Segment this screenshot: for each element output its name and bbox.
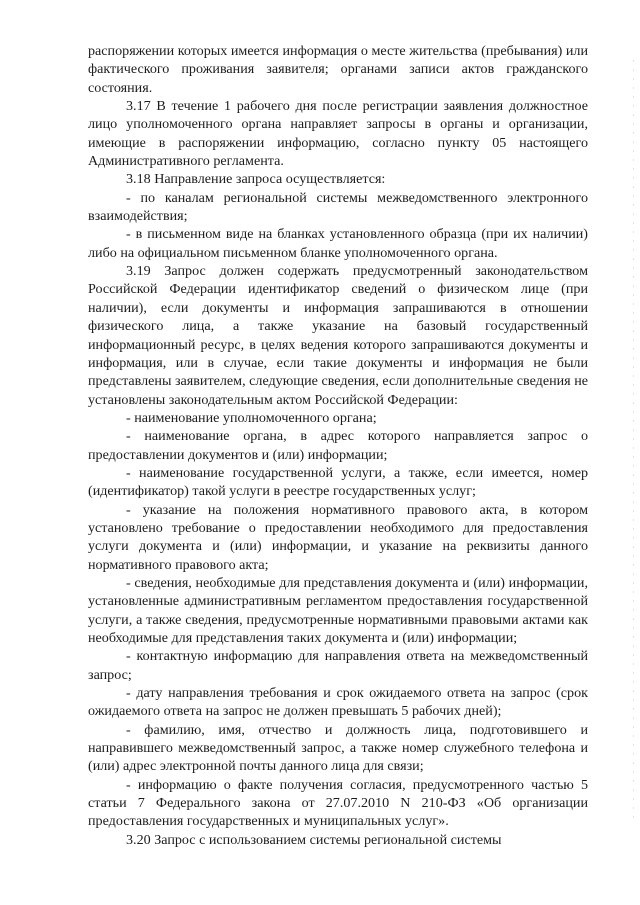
list-item: - дату направления требования и срок ожидаемого ответа на запрос (срок ожидаемого ответа на запрос не должен превышать 5 рабочих дней);: [88, 685, 588, 720]
list-item: - наименование уполномоченного органа;: [126, 409, 377, 426]
paragraph-continuation: распоряжении которых имеется информация о месте жительства (пребывания) или фактического проживания заявителя; органами записи актов гражданского состояния.: [88, 43, 588, 96]
paragraph-3-18: 3.18 Направление запроса осуществляется:: [126, 171, 386, 188]
paragraph-3-17: 3.17 В течение 1 рабочего дня после регистрации заявления должностное лицо уполномоченного органа направляет запросы в органы и организации, имеющие в распоряжении информацию, согласно пункту 05 настоящего Административного регламента.: [88, 98, 588, 170]
paragraph-3-20: 3.20 Запрос с использованием системы региональной системы: [126, 831, 502, 848]
list-item: - фамилию, имя, отчество и должность лица, подготовившего и направившего межведомственный запрос, а также номер служебного телефона и (или) адрес электронной почты данного лица для связи;: [88, 721, 588, 775]
scan-edge-artifact: [633, 60, 634, 820]
paragraph-3-19: 3.19 Запрос должен содержать предусмотренный законодательством Российской Федерации идентификатор сведений о физическом лице (при наличии), если документы и информация запрашиваются в отношении физического лица, а также указание на базовый государственный информационный ресурс, в целях ведения которого запрашиваются документы и информация, или в случае, если такие документы и информация не были представлены заявителем, следующие сведения, если дополнительные сведения не установлены законодательным актом Российской Федерации:: [88, 263, 588, 408]
list-item: - наименование органа, в адрес которого направляется запрос о предоставлении документов и (или) информации;: [88, 428, 588, 463]
list-item: - сведения, необходимые для представления документа и (или) информации, установленные административным регламентом предоставления государственной услуги, а также сведения, предусмотренные нормативными правовыми актами как необходимые для представления таких документа и (или) информации;: [88, 574, 588, 646]
list-item: - контактную информацию для направления ответа на межведомственный запрос;: [88, 648, 588, 683]
list-item: - указание на положения нормативного правового акта, в котором установлено требование о предоставлении необходимого для предоставления услуги документа и (или) информации, и указание на реквизиты данного нормативного правового акта;: [88, 501, 588, 573]
list-item: - в письменном виде на бланках установленного образца (при их наличии) либо на официальном письменном бланке уполномоченного органа.: [88, 226, 588, 261]
document-page: [88, 42, 588, 849]
list-item: - по каналам региональной системы межведомственного электронного взаимодействия;: [88, 189, 588, 225]
list-item: - информацию о факте получения согласия, предусмотренного частью 5 статьи 7 Федерального закона от 27.07.2010 N 210-ФЗ «Об организации предоставления государственных и муниципальных услуг».: [88, 776, 588, 830]
list-item: - наименование государственной услуги, а также, если имеется, номер (идентификатор) такой услуги в реестре государственных услуг;: [88, 464, 588, 500]
